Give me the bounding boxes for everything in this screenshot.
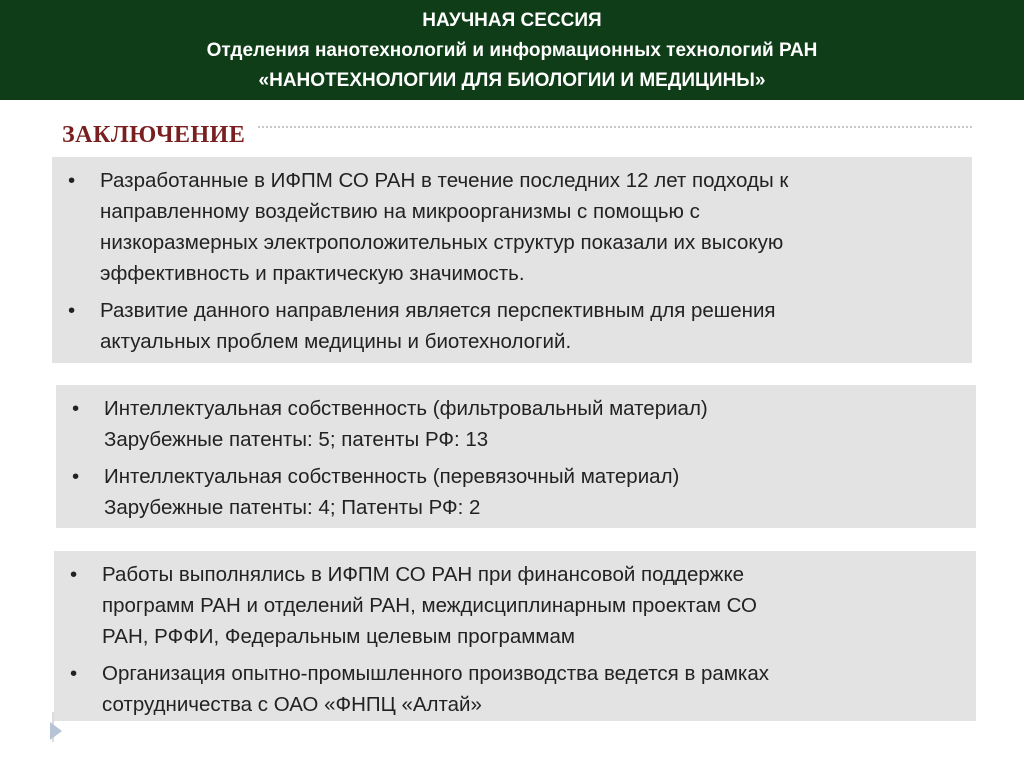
list-item-text: низкоразмерных электроположительных структур показали их высокую — [100, 231, 784, 254]
list-item-text: Зарубежные патенты: 5; патенты РФ: 13 — [104, 428, 489, 451]
list-item-text: РАН, РФФИ, Федеральным целевым программам — [102, 625, 575, 648]
bullet-icon: • — [68, 169, 76, 192]
list-item-text: Развитие данного направления является перспективным для решения — [100, 299, 776, 322]
bullet-icon: • — [72, 397, 80, 420]
conclusion-panel — [52, 157, 972, 363]
list-item-text: эффективность и практическую значимость. — [100, 262, 525, 285]
dotted-divider — [258, 126, 972, 128]
section-title: ЗАКЛЮЧЕНИЕ — [62, 122, 246, 148]
patents-panel — [56, 385, 976, 528]
list-item-text: Интеллектуальная собственность (перевязочный материал) — [104, 465, 680, 488]
list-item-text: программ РАН и отделений РАН, междисциплинарным проектам СО — [102, 594, 757, 617]
slide-header — [0, 0, 1024, 100]
header-line-3: «НАНОТЕХНОЛОГИИ ДЛЯ БИОЛОГИИ И МЕДИЦИНЫ» — [258, 70, 766, 91]
funding-panel — [54, 551, 976, 721]
list-item — [58, 295, 962, 357]
list-item — [62, 393, 966, 455]
bullet-icon: • — [70, 563, 78, 586]
list-item-text: актуальных проблем медицины и биотехнологий. — [100, 330, 572, 353]
bullet-icon: • — [68, 299, 76, 322]
list-item — [60, 658, 966, 720]
bullet-icon: • — [70, 662, 78, 685]
header-line-1: НАУЧНАЯ СЕССИЯ — [422, 10, 602, 31]
triangle-right-icon[interactable] — [50, 722, 62, 740]
list-item — [60, 559, 966, 652]
list-item — [62, 461, 966, 523]
list-item-text: направленному воздействию на микроорганизмы с помощью с — [100, 200, 700, 223]
list-item-text: Разработанные в ИФПМ СО РАН в течение последних 12 лет подходы к — [100, 169, 789, 192]
list-item-text: Интеллектуальная собственность (фильтровальный материал) — [104, 397, 708, 420]
list-item-text: сотрудничества с ОАО «ФНПЦ «Алтай» — [102, 693, 482, 716]
list-item-text: Зарубежные патенты: 4; Патенты РФ: 2 — [104, 496, 481, 519]
header-line-2: Отделения нанотехнологий и информационных технологий РАН — [206, 40, 818, 61]
list-item-text: Работы выполнялись в ИФПМ СО РАН при финансовой поддержке — [102, 563, 745, 586]
list-item-text: Организация опытно-промышленного производства ведется в рамках — [102, 662, 769, 685]
list-item — [58, 165, 962, 289]
bullet-icon: • — [72, 465, 80, 488]
